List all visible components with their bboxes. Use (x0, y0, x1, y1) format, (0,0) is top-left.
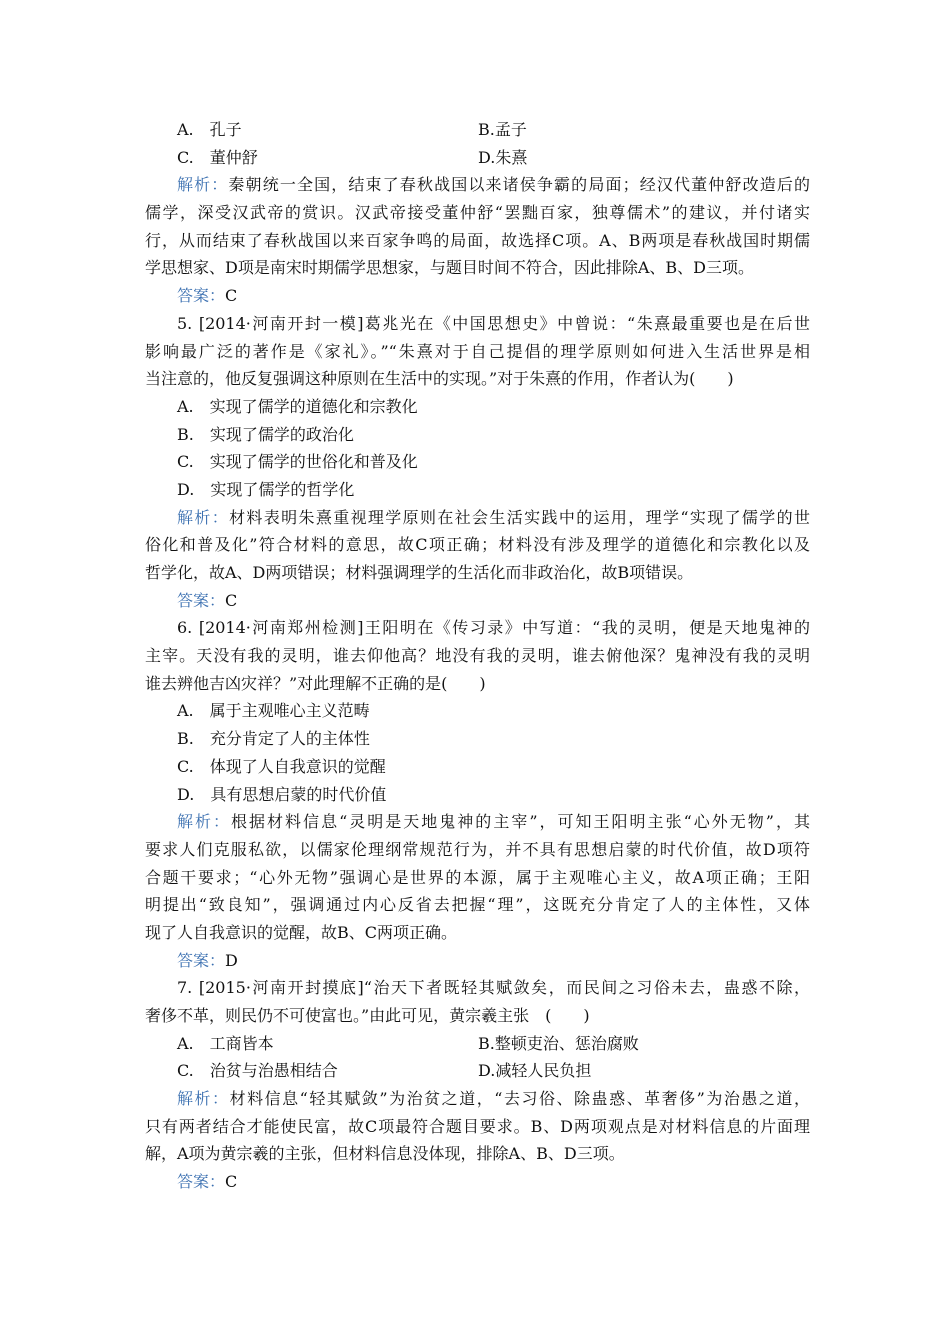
q4-analysis-line: 学思想家、D项是南宋时期儒学思想家，与题目时间不符合，因此排除A、B、D三项。 (145, 258, 754, 278)
q4-options-row-1 (145, 116, 810, 144)
q7-stem-line: 7. [2015·河南开封摸底]“治天下者既轻其赋敛矣，而民间之习俗未去，蛊惑不除， (177, 978, 810, 998)
q7-answer-line (145, 1168, 810, 1196)
q6-analysis-text: 根据材料信息“灵明是天地鬼神的主宰”，可知王阳明主张“心外无物”，其 (231, 812, 810, 832)
q7-answer-label: 答案： (177, 1172, 226, 1192)
q5-answer-line (145, 587, 810, 615)
q6-analysis-line: 合题干要求；“心外无物”强调心是世界的本源，属于主观唯心主义，故A项正确；王阳 (145, 867, 810, 887)
q7-option-c: C. 治贫与治愚相结合 (177, 1061, 338, 1081)
q6-option-d: D. 具有思想启蒙的时代价值 (177, 784, 387, 804)
q7-option-b: B.整顿吏治、惩治腐败 (478, 1033, 639, 1053)
q7-analysis-line: 解，A项为黄宗羲的主张，但材料信息没体现，排除A、B、D三项。 (145, 1144, 625, 1164)
q7-options-row-1 (145, 1030, 810, 1058)
q5-analysis-line (145, 504, 810, 532)
document-body (145, 116, 810, 1196)
q4-answer-value: C (225, 286, 238, 306)
q6-analysis-line: 现了人自我意识的觉醒，故B、C两项正确。 (145, 922, 458, 942)
q7-options-row-2 (145, 1057, 810, 1085)
q4-analysis-label: 解析： (177, 175, 229, 195)
q5-analysis-line: 哲学化，故A、D两项错误；材料强调理学的生活化而非政治化，故B项错误。 (145, 563, 694, 582)
q5-option-c: C. 实现了儒学的世俗化和普及化 (177, 452, 418, 472)
q4-analysis-text: 秦朝统一全国，结束了春秋战国以来诸侯争霸的局面；经汉代董仲舒改造后的 (228, 175, 810, 195)
q5-stem-line: 影响最广泛的著作是《家礼》。”“朱熹对于自己提倡的理学原则如何进入生活世界是相 (145, 341, 810, 361)
q4-option-d: D.朱熹 (478, 147, 528, 167)
q6-analysis-label: 解析： (177, 812, 232, 832)
q7-answer-value: C (225, 1172, 238, 1192)
q5-stem-line: 5. [2014·河南开封一模]葛兆光在《中国思想史》中曾说：“朱熹最重要也是在后世 (177, 313, 810, 333)
q6-analysis-line: 要求人们克服私欲，以儒家伦理纲常规范行为，并不具有思想启蒙的时代价值，故D项符 (145, 839, 810, 859)
q4-option-b: B.孟子 (478, 120, 527, 139)
q7-analysis-line: 只有两者结合才能使民富，故C项最符合题目要求。B、D两项观点是对材料信息的片面理 (145, 1116, 810, 1136)
q4-options-row-2 (145, 144, 810, 172)
q5-answer-label: 答案： (177, 590, 226, 610)
q7-analysis-text: 材料信息“轻其赋敛”为治贫之道，“去习俗、除蛊惑、革奢侈”为治愚之道， (229, 1089, 810, 1109)
q5-option-d: D. 实现了儒学的哲学化 (177, 479, 355, 499)
q4-option-c: C. 董仲舒 (177, 147, 258, 167)
q6-analysis-line: 明提出“致良知”，强调通过内心反省去把握“理”，这既充分肯定了人的主体性，又体 (145, 895, 810, 915)
q7-analysis-label: 解析： (177, 1089, 230, 1109)
q4-option-a: A. 孔子 (177, 120, 242, 139)
q6-analysis-line (145, 808, 810, 836)
q5-analysis-text: 材料表明朱熹重视理学原则在社会生活实践中的运用，理学“实现了儒学的世 (229, 507, 810, 527)
q7-option-a: A. 工商皆本 (177, 1033, 274, 1053)
q7-option-d: D.减轻人民负担 (478, 1061, 592, 1081)
q6-option-c: C. 体现了人自我意识的觉醒 (177, 756, 386, 776)
q4-analysis-line: 儒学，深受汉武帝的赏识。汉武帝接受董仲舒“罢黜百家，独尊儒术”的建议，并付诸实 (145, 203, 810, 223)
q4-answer-line (145, 282, 810, 310)
q5-analysis-label: 解析： (177, 507, 230, 527)
q6-option-a: A. 属于主观唯心主义范畴 (177, 701, 370, 721)
q4-answer-label: 答案： (177, 286, 226, 306)
q6-answer-label: 答案： (177, 950, 226, 970)
q4-analysis-line (145, 171, 810, 199)
q6-stem-line: 主宰。天没有我的灵明，谁去仰他高？地没有我的灵明，谁去俯他深？鬼神没有我的灵明 (145, 646, 810, 666)
q4-analysis-line: 行，从而结束了春秋战国以来百家争鸣的局面，故选择C项。A、B两项是春秋战国时期儒 (145, 230, 810, 250)
q5-option-a: A. 实现了儒学的道德化和宗教化 (177, 396, 418, 416)
q6-stem-line: 谁去辨他吉凶灾祥？”对此理解不正确的是( ) (145, 673, 486, 693)
q7-analysis-line (145, 1085, 810, 1113)
q6-answer-value: D (225, 950, 238, 970)
q6-option-b: B. 充分肯定了人的主体性 (177, 729, 370, 749)
q5-option-b: B. 实现了儒学的政治化 (177, 424, 354, 444)
q6-stem-line: 6. [2014·河南郑州检测]王阳明在《传习录》中写道：“我的灵明，便是天地鬼神的 (177, 618, 810, 638)
q5-answer-value: C (225, 590, 238, 610)
q5-stem-line: 当注意的，他反复强调这种原则在生活中的实现。”对于朱熹的作用，作者认为( ) (145, 369, 734, 389)
q6-answer-line (145, 947, 810, 975)
q5-analysis-line: 俗化和普及化”符合材料的意思，故C项正确；材料没有涉及理学的道德化和宗教化以及 (145, 535, 810, 555)
q7-stem-line: 奢侈不革，则民仍不可使富也。”由此可见，黄宗羲主张 ( ) (145, 1006, 590, 1025)
